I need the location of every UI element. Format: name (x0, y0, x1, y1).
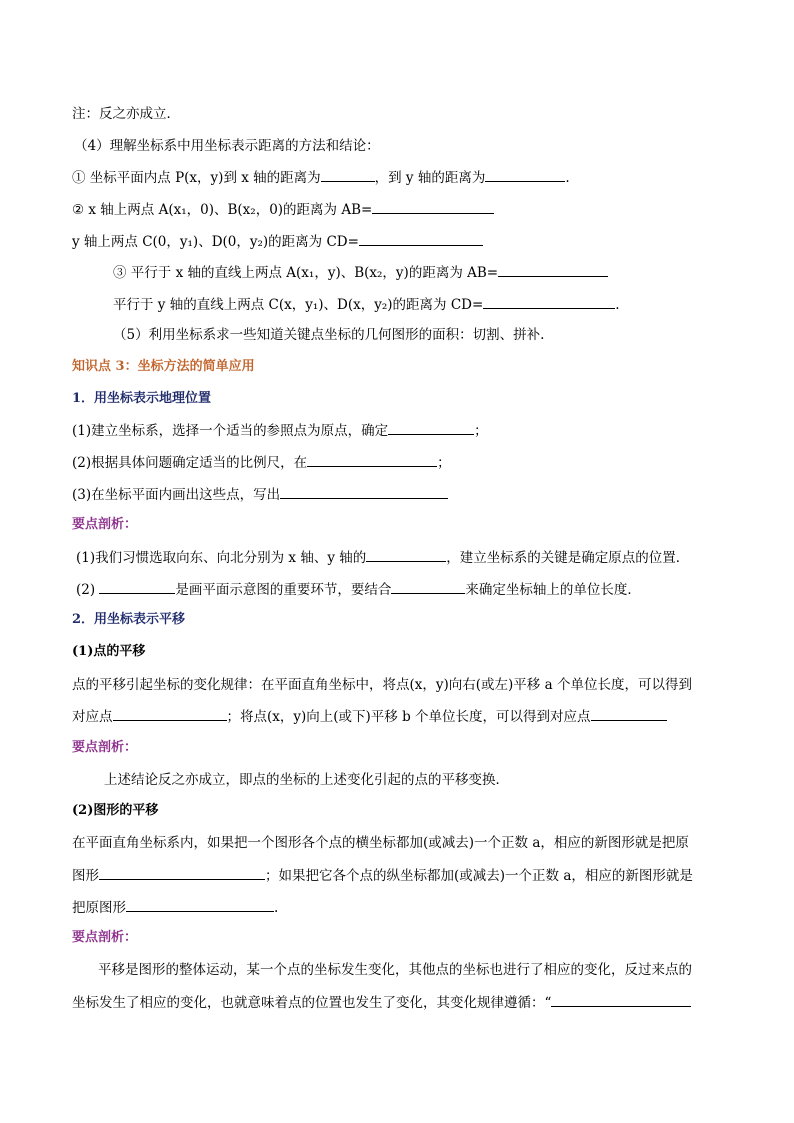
figure-translation-rule-2: 图形 ；如果把它各个点的纵坐标都加(或减去)一个正数 a，相应的新图形就是 (72, 865, 693, 886)
key-point-heading: 要点剖析： (72, 517, 138, 532)
blank[interactable] (113, 706, 227, 721)
blank[interactable] (485, 167, 565, 182)
blank[interactable] (391, 579, 465, 594)
note-line: 注：反之亦成立． (72, 106, 180, 122)
geo-step-2: (2)根据具体问题确定适当的比例尺，在 ； (72, 452, 451, 473)
converse-note: 上述结论反之亦成立，即点的坐标的上述变化引起的点的平移变换． (104, 772, 509, 788)
point-translation-rule-2: 对应点 ；将点(x，y)向上(或下)平移 b 个单位长度，可以得到对应点 (72, 706, 667, 727)
blank[interactable] (388, 420, 474, 435)
subsection-point-translation: (1)点的平移 (72, 644, 146, 659)
blank[interactable] (498, 262, 608, 277)
blank[interactable] (366, 547, 446, 562)
blank[interactable] (321, 167, 375, 182)
blank[interactable] (372, 199, 494, 214)
figure-translation-rule-3: 把原图形 . (72, 897, 278, 918)
blank[interactable] (126, 897, 274, 912)
blank[interactable] (483, 294, 615, 309)
blank[interactable] (307, 452, 437, 467)
point-translation-rule: 点的平移引起坐标的变化规律：在平面直角坐标中，将点(x，y)向右(或左)平移 a 个单位长度，可以得到 (72, 677, 692, 693)
translation-analysis-2: 坐标发生了相应的变化，也就意味着点的位置也发生了变化，其变化规律遵循：“ (72, 992, 691, 1013)
section-2-title: 2．用坐标表示平移 (72, 612, 186, 627)
section-1-title: 1．用坐标表示地理位置 (72, 391, 212, 406)
subsection-figure-translation: (2)图形的平移 (72, 803, 159, 818)
item-4: （4）理解坐标系中用坐标表示距离的方法和结论： (74, 138, 380, 154)
geo-step-1: (1)建立坐标系，选择一个适当的参照点为原点，确定 ； (72, 420, 488, 441)
blank[interactable] (359, 231, 483, 246)
item-4-2b: y 轴上两点 C(0，y₁)、D(0，y₂)的距离为 CD= (72, 231, 483, 252)
blank[interactable] (551, 992, 691, 1007)
blank[interactable] (280, 484, 448, 499)
key-point-heading: 要点剖析： (72, 930, 138, 945)
item-4-2: ② x 轴上两点 A(x₁，0)、B(x₂，0)的距离为 AB= (72, 199, 494, 220)
item-5: （5）利用坐标系求一些知道关键点坐标的几何图形的面积：切割、拼补. (113, 327, 545, 343)
item-4-3: ③ 平行于 x 轴的直线上两点 A(x₁，y)、B(x₂，y)的距离为 AB= (113, 262, 608, 283)
analysis-2: (2) 是画平面示意图的重要环节，要结合 来确定坐标轴上的单位长度． (76, 579, 641, 600)
blank[interactable] (591, 706, 667, 721)
blank[interactable] (99, 579, 175, 594)
item-4-3b: 平行于 y 轴的直线上两点 C(x，y₁)、D(x，y₂)的距离为 CD= . (113, 294, 620, 315)
knowledge-point-3-title: 知识点 3：坐标方法的简单应用 (72, 359, 255, 374)
blank[interactable] (99, 865, 265, 880)
translation-analysis-1: 平移是图形的整体运动，某一个点的坐标发生变化，其他点的坐标也进行了相应的变化，反过来点的 (98, 962, 692, 978)
analysis-1: (1)我们习惯选取向东、向北分别为 x 轴、y 轴的 ，建立坐标系的关键是确定原点的位置． (76, 547, 689, 568)
geo-step-3: (3)在坐标平面内画出这些点，写出 (72, 484, 448, 505)
figure-translation-rule: 在平面直角坐标系内，如果把一个图形各个点的横坐标都加(或减去)一个正数 a，相应的新图形就是把原 (72, 835, 689, 851)
key-point-heading: 要点剖析： (72, 740, 138, 755)
item-4-1: ① 坐标平面内点 P(x，y)到 x 轴的距离为 ，到 y 轴的距离为 . (72, 167, 570, 188)
